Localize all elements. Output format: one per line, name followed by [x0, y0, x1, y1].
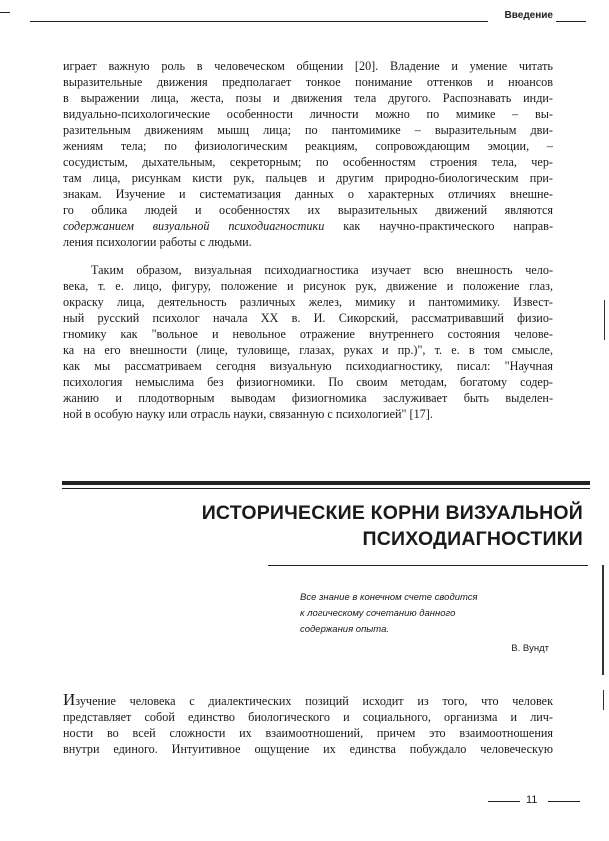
text-line: ления психологии работы с людьми. [63, 235, 252, 249]
chapter-title-line-2: ПСИХОДИАГНОСТИКИ [362, 528, 583, 550]
text-line: внутри единого. Интуитивное ощущение их единства побуждало человеческую [63, 742, 553, 756]
emphasis-tail: как научно-практического направ- [324, 219, 553, 233]
chapter-rule-thin [62, 488, 590, 489]
chapter-rule-thick [62, 481, 590, 485]
epigraph-line: содержания опыта. [300, 624, 390, 635]
text-line: жанию и плодотворным выводам физиогномика заслуживает быть выделен- [63, 391, 553, 405]
text-line: гномику как "вольное и невольное отражение внутреннего состояния челове- [63, 327, 553, 341]
first-line-rest: зучение человека с диалектических позиций исходит из того, что человек [75, 694, 553, 708]
text-line: в выражении лица, жеста, позы и движения тела другого. Распознавать инди- [63, 91, 553, 105]
text-line: психология немыслима без физиогномики. По своим методам, богатому содер- [63, 375, 553, 389]
scan-edge-mark [602, 565, 604, 675]
text-line: ной в особую науку или отрасль науки, связанную с психологией" [17]. [63, 407, 433, 421]
text-line: представляет собой единство биологического и социального, организма и лич- [63, 710, 553, 724]
running-head: Введение [504, 10, 553, 21]
text-line: видуально-психологические особенности личности можно по мимике – вы- [63, 107, 553, 121]
epigraph-line: Все знание в конечном счете сводится [300, 592, 478, 603]
text-line: ности во всей сложности их взаимоотношений, причем это взаимоотношения [63, 726, 553, 740]
epigraph [300, 590, 530, 638]
epigraph-line: к логическому сочетанию данного [300, 608, 456, 619]
text-line-dropcap [63, 692, 553, 709]
text-line: века, т. е. лицо, фигуру, положение и рисунок рук, движение и положение глаз, [63, 279, 553, 293]
text-line: Таким образом, визуальная психодиагностика изучает всю внешность чело- [91, 263, 553, 277]
header-rule [30, 21, 488, 22]
text-line: жениям тела; по физиологическим реакциям, сопровождающим эмоции, – [63, 139, 553, 153]
scan-edge-mark [603, 690, 604, 710]
chapter-title [202, 500, 583, 552]
text-line: разительным движениям мышц лица; по пантомимике – выразительным дви- [63, 123, 553, 137]
text-line: ка на его внешности (лице, туловище, глазах, руках и пр.)", т. е. в том смысле, [63, 343, 553, 357]
header-rule-left [0, 12, 10, 13]
scan-edge-mark [604, 300, 605, 340]
drop-cap: И [63, 690, 76, 709]
chapter-title-line-1: ИСТОРИЧЕСКИЕ КОРНИ ВИЗУАЛЬНОЙ [201, 502, 583, 524]
footer-rule-left [488, 801, 520, 802]
text-line: окраску лица, деятельность различных желез, мимику и пантомимику. Извест- [63, 295, 553, 309]
text-line-emphasis [63, 218, 553, 234]
emphasis-term: содержанием визуальной психодиагностики [63, 219, 325, 233]
paragraph-3 [63, 692, 553, 757]
text-line: знакам. Изучение и систематизация данных о характерных отличиях внешне- [63, 187, 553, 201]
footer-rule-right [548, 801, 580, 802]
text-line: выразительные движения предполагает тонкое понимание оттенков и нюансов [63, 75, 553, 89]
text-line: играет важную роль в человеческом общении [20]. Владение и умение читать [63, 59, 553, 73]
text-line: там лица, рисункам кисти рук, пальцев и другим природно-биологическим при- [63, 171, 553, 185]
page-number: 11 [526, 794, 538, 806]
title-underline [268, 565, 588, 566]
text-line: сосудистым, дыхательным, секреторным; по особенностям строения тела, чер- [63, 155, 553, 169]
text-line: как мы рассматриваем сегодня визуальную психодиагностику, писал: "Научная [63, 359, 553, 373]
paragraph-2 [63, 262, 553, 422]
text-line: го облика людей и особенностях их выразительных движений являются [63, 203, 553, 217]
header-rule-right [556, 21, 586, 22]
epigraph-author: В. Вундт [511, 643, 549, 654]
paragraph-1 [63, 58, 553, 250]
text-line: ный русский психолог начала XX в. И. Сикорский, рассматривавший физио- [63, 311, 553, 325]
